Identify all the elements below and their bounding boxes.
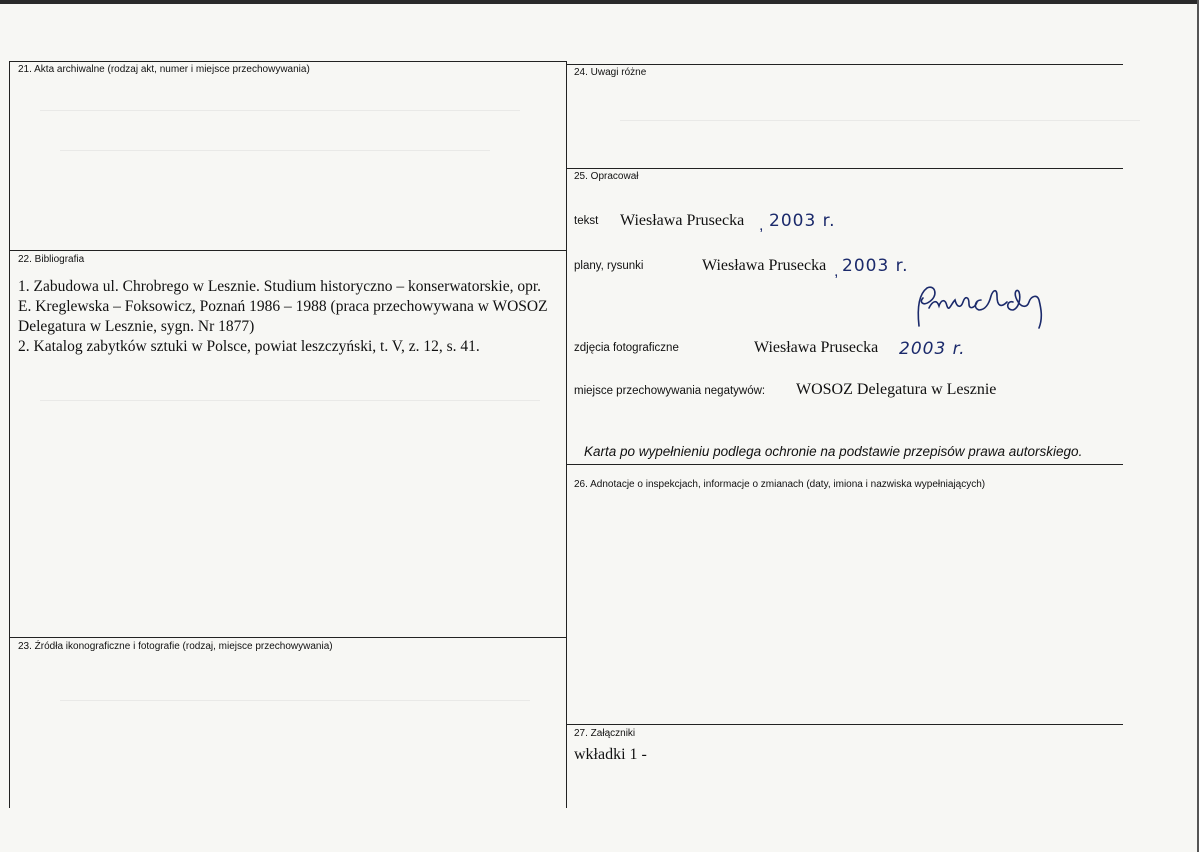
section-25-label: 25. Opracował	[574, 171, 639, 182]
tekst-author: Wiesława Prusecka	[620, 212, 745, 229]
tekst-label: tekst	[574, 215, 599, 227]
scan-edge-top	[0, 0, 1199, 4]
section-23-label: 23. Źródła ikonograficzne i fotografie (rodzaj, miejsce przechowywania)	[18, 641, 333, 652]
negatywy-location: WOSOZ Delegatura w Lesznie	[796, 381, 997, 398]
bleed-through-line	[60, 700, 530, 701]
negatywy-label: miejsce przechowywania negatywów:	[574, 385, 766, 397]
bibliography-item-1: 1. Zabudowa ul. Chrobrego w Lesznie. Studium historyczno – konserwatorskie, opr. E. Kreglewska – Foksowicz, Poznań 1986 – 1988 (praca przechowywana w WOSOZ Delegatura w Lesznie, sygn. Nr 1877)	[18, 278, 548, 335]
section-21-label: 21. Akta archiwalne (rodzaj akt, numer i miejsce przechowywania)	[18, 64, 310, 75]
attachments-value: wkładki 1 -	[574, 746, 647, 763]
section-22-label: 22. Bibliografia	[18, 254, 85, 265]
bleed-through-line	[60, 150, 490, 151]
plany-label: plany, rysunki	[574, 260, 644, 272]
bleed-through-line	[40, 110, 520, 111]
rule-section-22	[10, 250, 567, 251]
rule-left-border	[9, 61, 10, 808]
bleed-through-line	[40, 400, 540, 401]
rule-section-27	[567, 724, 1123, 725]
section-26-label: 26. Adnotacje o inspekcjach, informacje o zmianach (daty, imiona i nazwiska wypełniających)	[574, 479, 986, 490]
handwritten-comma: ,	[834, 263, 839, 280]
handwritten-comma: ,	[759, 217, 764, 234]
zdjecia-label: zdjęcia fotograficzne	[574, 342, 679, 354]
rule-section-25	[567, 168, 1123, 169]
plany-author: Wiesława Prusecka	[702, 257, 827, 274]
rule-section-23	[10, 637, 567, 638]
copyright-note: Karta po wypełnieniu podlega ochronie na podstawie przepisów prawa autorskiego.	[584, 444, 1083, 459]
zdjecia-date: 2003 r.	[899, 339, 966, 359]
plany-date: 2003 r.	[842, 256, 909, 276]
bleed-through-line	[620, 120, 1140, 121]
rule-section-26	[567, 464, 1123, 465]
section-27-label: 27. Załączniki	[574, 728, 636, 739]
zdjecia-author: Wiesława Prusecka	[754, 339, 879, 356]
rule-top-left	[10, 61, 567, 62]
rule-top-right	[567, 64, 1123, 65]
bibliography-item-2: 2. Katalog zabytków sztuki w Polsce, powiat leszczyński, t. V, z. 12, s. 41.	[18, 338, 480, 355]
rule-center-divider	[566, 61, 567, 808]
bibliography-list	[18, 277, 558, 357]
section-24-label: 24. Uwagi różne	[574, 67, 647, 78]
signature-image	[905, 278, 1060, 336]
tekst-date: 2003 r.	[769, 211, 836, 231]
